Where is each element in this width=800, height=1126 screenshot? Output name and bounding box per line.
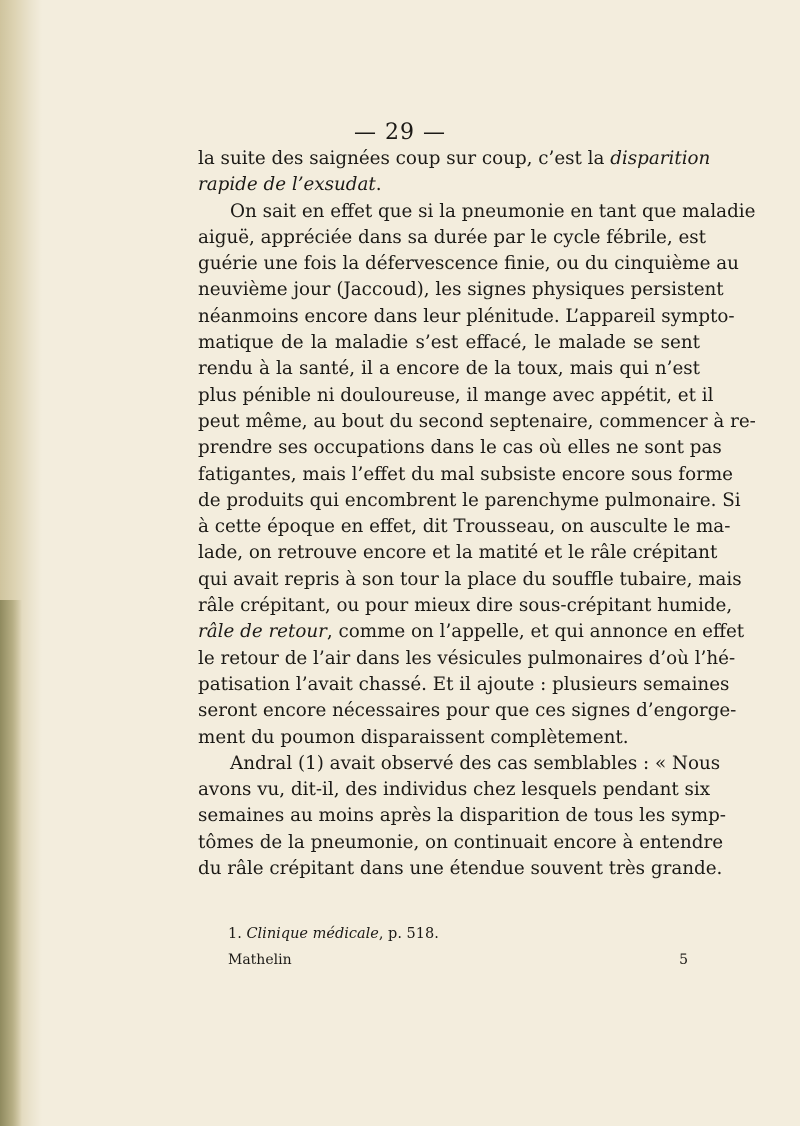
text-line: matique de la maladie s’est effacé, le malade se sent <box>198 332 700 354</box>
text-line: avons vu, dit-il, des individus chez lesquels pendant six <box>198 779 711 801</box>
text-line: peut même, au bout du second septenaire, commencer à re- <box>198 410 756 432</box>
page-number: — 29 — <box>354 120 446 145</box>
text-line: fatigantes, mais l’effet du mal subsiste encore sous forme <box>198 463 733 485</box>
text-line: lade, on retrouve encore et la matité et le râle crépitant <box>198 542 718 564</box>
text-line: le retour de l’air dans les vésicules pulmonaires d’où l’hé- <box>198 647 736 669</box>
text-line: plus pénible ni douloureuse, il mange avec appétit, et il <box>198 384 714 406</box>
text-line: semaines au moins après la disparition de tous les symp- <box>198 805 726 827</box>
paragraph-start: On sait en effet que si la pneumonie en tant que maladie <box>230 200 756 222</box>
text-line: râle crépitant, ou pour mieux dire sous-crépitant humide, <box>198 595 733 617</box>
text-line: seront encore nécessaires pour que ces signes d’engorge- <box>198 700 737 722</box>
text-line: aiguë, appréciée dans sa durée par le cycle fébrile, est <box>198 226 707 248</box>
text-line: qui avait repris à son tour la place du souffle tubaire, mais <box>198 568 742 590</box>
text-line: la suite des saignées coup sur coup, c’est la disparition <box>198 148 711 169</box>
text-line: ment du poumon disparaissent complètement. <box>198 726 629 748</box>
signature-name: Mathelin <box>228 952 292 968</box>
signature-sheet-number: 5 <box>679 952 688 968</box>
text-line: de produits qui encombrent le parenchyme pulmonaire. Si <box>198 489 741 511</box>
text-line: prendre ses occupations dans le cas où elles ne sont pas <box>198 437 722 459</box>
text-line: râle de retour, comme on l’appelle, et qui annonce en effet <box>198 621 745 643</box>
text-line: rapide de l’exsudat. <box>198 174 382 196</box>
text-line: du râle crépitant dans une étendue souvent très grande. <box>198 858 723 880</box>
binding-stain <box>0 600 22 1126</box>
text-line: néanmoins encore dans leur plénitude. L’appareil sympto- <box>198 305 735 327</box>
printer-signature <box>228 952 688 968</box>
text-line: tômes de la pneumonie, on continuait encore à entendre <box>198 831 724 853</box>
footnote: 1. Clinique médicale, p. 518. <box>228 926 439 942</box>
text-line: neuvième jour (Jaccoud), les signes physiques persistent <box>198 279 724 301</box>
text-line: guérie une fois la défervescence finie, ou du cinquième au <box>198 253 739 275</box>
text-line: rendu à la santé, il a encore de la toux, mais qui n’est <box>198 358 700 380</box>
paragraph-start: Andral (1) avait observé des cas semblables : « Nous <box>230 752 721 774</box>
body-text <box>198 146 756 882</box>
text-line: à cette époque en effet, dit Trousseau, on ausculte le ma- <box>198 516 731 538</box>
text-line: patisation l’avait chassé. Et il ajoute : plusieurs semaines <box>198 673 730 695</box>
